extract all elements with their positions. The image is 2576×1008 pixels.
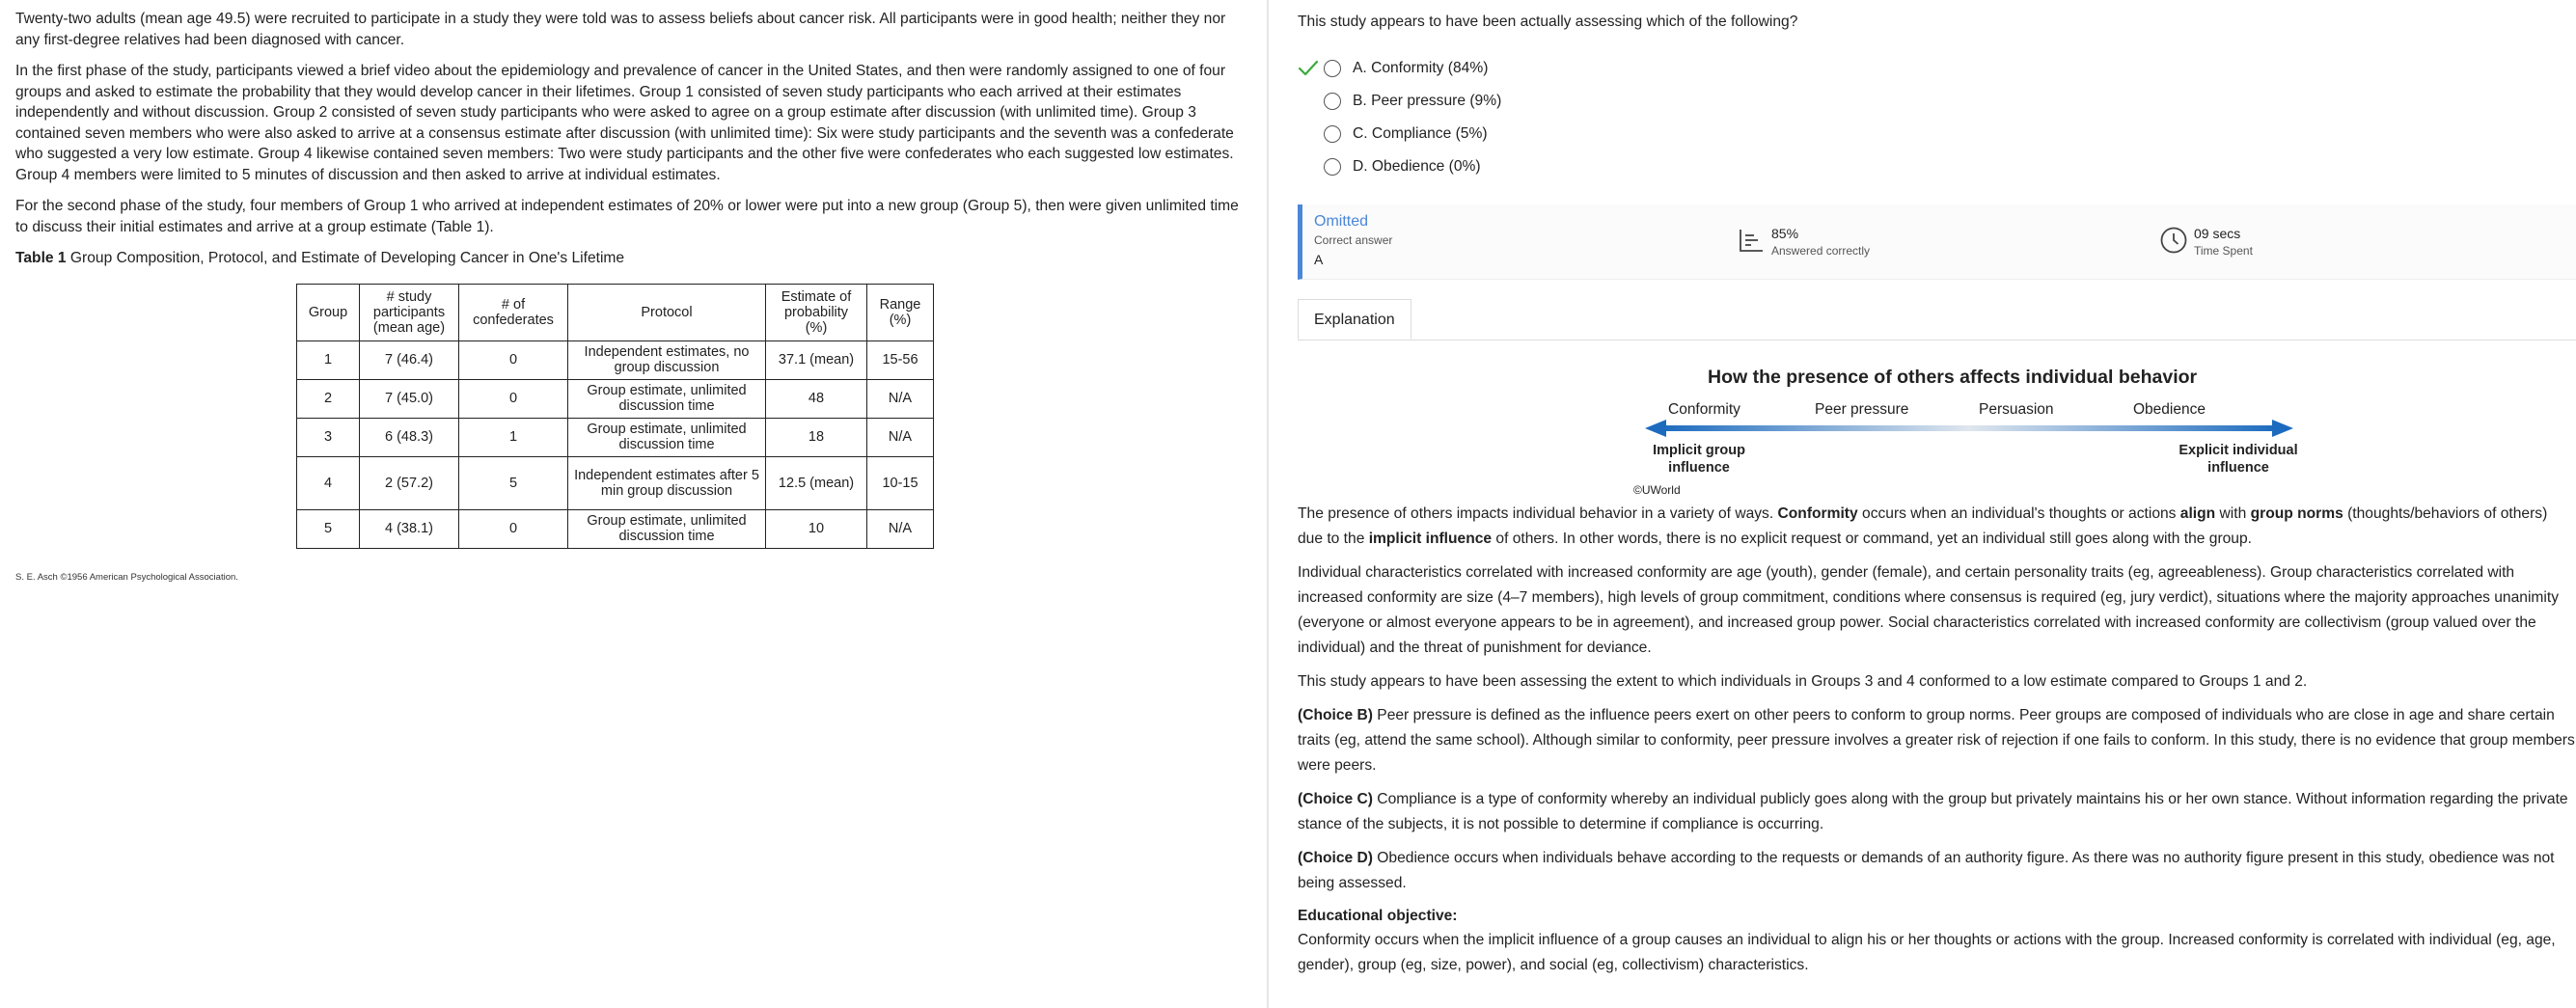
table-cell: 1 <box>297 341 360 379</box>
figure-title: How the presence of others affects individual behavior <box>1708 367 2198 388</box>
figure-right-end-label: Explicit individual influence <box>2179 443 2298 476</box>
radio-button[interactable] <box>1324 60 1341 77</box>
table-cell: Group estimate, unlimited discussion time <box>568 418 766 456</box>
explanation-paragraph-2: Individual characteristics correlated with increased conformity are age (youth), gender (female), and certain personality traits (eg, agreeableness). Group characteristics correlated with increased conformity are size (4–7 members), high levels of group commitment, conditions where consensus is required (eg, jury verdict), situations where the majority approaches unanimity (everyone or almost everyone appears to be in agreement), and increased group power. Social characteristics correlated with increased conformity are collectivism (group valued over the individual) and the threat of punishment for deviance. <box>1298 564 2559 656</box>
table-cell: 0 <box>459 509 568 548</box>
table-row <box>297 418 934 456</box>
table-cell: 7 (45.0) <box>360 379 459 418</box>
table-row <box>297 456 934 509</box>
text-run: group norms <box>2250 505 2343 522</box>
question-stem: This study appears to have been actually assessing which of the following? <box>1298 14 1798 30</box>
table-cell: N/A <box>867 418 934 456</box>
choice-label: A. Conformity (84%) <box>1353 60 1489 76</box>
table-cell: 5 <box>459 456 568 509</box>
influence-figure <box>1298 341 2576 497</box>
table-cell: 2 <box>297 379 360 418</box>
results-table <box>296 284 934 549</box>
clock-icon <box>2159 226 2188 255</box>
table-cell: 4 (38.1) <box>360 509 459 548</box>
figure-label-conformity: Conformity <box>1668 401 1740 418</box>
choice-tag: (Choice B) <box>1298 707 1373 723</box>
time-spent-value: 09 secs <box>2194 226 2241 241</box>
table-cell: 0 <box>459 341 568 379</box>
text-run: occurs when an individual's thoughts or actions <box>1857 505 2180 522</box>
table-cell: 2 (57.2) <box>360 456 459 509</box>
table-caption-number: Table 1 <box>15 250 67 266</box>
table-cell: 12.5 (mean) <box>766 456 867 509</box>
figure-label-obedience: Obedience <box>2133 401 2206 418</box>
question-pane <box>1269 0 2576 1008</box>
figure-copyright: ©UWorld <box>1633 483 1681 497</box>
omitted-status: Omitted <box>1314 213 1369 230</box>
explanation-paragraph-3: This study appears to have been assessing the extent to which individuals in Groups 3 and 4 conformed to a low estimate compared to Groups 1 and 2. <box>1298 673 2308 690</box>
text-run: Conformity <box>1777 505 1858 522</box>
educational-objective-heading: Educational objective: <box>1298 908 1458 924</box>
choice-label: B. Peer pressure (9%) <box>1353 93 1502 109</box>
table-cell: 37.1 (mean) <box>766 341 867 379</box>
table-header-cell: Range (%) <box>867 284 934 341</box>
explanation-paragraph-1 <box>1298 502 2576 552</box>
table-cell: 5 <box>297 509 360 548</box>
table-cell: 10 <box>766 509 867 548</box>
explanation-choice-b <box>1298 703 2576 778</box>
choice-b[interactable] <box>1298 85 2576 118</box>
text-run: Peer pressure is defined as the influence peers exert on other peers to conform to group norms. Peer groups are composed of individuals who are close in age and share certain traits (eg, attend the same school). Although similar to conformity, peer pressure involves a greater risk of rejection if one fails to conform. In this study, there is no evidence that group members were peers. <box>1298 707 2575 774</box>
passage-pane <box>0 0 1267 1008</box>
bar-chart-icon <box>1737 226 1766 255</box>
correct-answer-label: Correct answer <box>1314 233 1393 247</box>
table-row <box>297 341 934 379</box>
table-header-cell: # of confederates <box>459 284 568 341</box>
table-header-cell: # study participants (mean age) <box>360 284 459 341</box>
passage-paragraph-1: Twenty-two adults (mean age 49.5) were recruited to participate in a study they were told was to assess beliefs about cancer risk. All participants were in good health; neither they nor any first-degree relatives had been diagnosed with cancer. <box>15 11 1226 48</box>
text-run: The presence of others impacts individual behavior in a variety of ways. <box>1298 505 1778 522</box>
table-cell: N/A <box>867 379 934 418</box>
choice-tag: (Choice C) <box>1298 791 1373 807</box>
radio-button[interactable] <box>1324 93 1341 110</box>
table-cell: Group estimate, unlimited discussion time <box>568 379 766 418</box>
table-row <box>297 509 934 548</box>
tab-explanation[interactable]: Explanation <box>1298 299 1411 340</box>
table-credit: S. E. Asch ©1956 American Psychological Association. <box>15 571 238 583</box>
answer-choices <box>1298 52 2576 183</box>
table-cell: 4 <box>297 456 360 509</box>
choice-c[interactable] <box>1298 118 2576 150</box>
table-cell: 15-56 <box>867 341 934 379</box>
table-cell: Group estimate, unlimited discussion time <box>568 509 766 548</box>
table-header-cell: Estimate of probability (%) <box>766 284 867 341</box>
table-cell: 3 <box>297 418 360 456</box>
table-cell: 7 (46.4) <box>360 341 459 379</box>
choice-label: D. Obedience (0%) <box>1353 158 1481 175</box>
passage-paragraph-3: For the second phase of the study, four members of Group 1 who arrived at independent estimates of 20% or lower were put into a new group (Group 5), then were given unlimited time to discuss their initial estimates and arrive at a group estimate (Table 1). <box>15 198 1239 235</box>
table-cell: 6 (48.3) <box>360 418 459 456</box>
table-cell: 10-15 <box>867 456 934 509</box>
figure-label-persuasion: Persuasion <box>1979 401 2054 418</box>
table-caption <box>15 248 1251 269</box>
text-run: of others. In other words, there is no explicit request or command, yet an individual still goes along with the group. <box>1492 531 2252 547</box>
table-caption-text: Group Composition, Protocol, and Estimate of Developing Cancer in One's Lifetime <box>66 250 625 266</box>
passage-paragraph-2: In the first phase of the study, participants viewed a brief video about the epidemiology and prevalence of cancer in the United States, and then were randomly assigned to one of four groups and asked to estimate the probability that they would develop cancer in their lifetimes. Group 1 consisted of seven study participants who each arrived at their estimates independently and without discussion. Group 2 consisted of seven study participants who were asked to agree on a group estimate after discussion (with unlimited time). Group 3 contained seven members who were also asked to arrive at a consensus estimate after discussion (with unlimited time): Six were study participants and the seventh was a confederate who suggested a very low estimate. Group 4 likewise contained seven members: Two were study participants and the other five were confederates who each suggested low estimates. Group 4 members were limited to 5 minutes of discussion and then asked to arrive at individual estimates. <box>15 63 1234 183</box>
explanation-body <box>1298 502 2576 978</box>
table-cell: 1 <box>459 418 568 456</box>
answer-stats-bar <box>1298 204 2576 280</box>
educational-objective-text: Conformity occurs when the implicit influence of a group causes an individual to align his or her thoughts or actions with the group. Increased conformity is correlated with individual (eg, age, gender), group (eg, size, power), and social (eg, collectivism) characteristics. <box>1298 932 2556 973</box>
table-cell: Independent estimates after 5 min group discussion <box>568 456 766 509</box>
text-run: implicit influence <box>1368 531 1493 547</box>
figure-label-peer-pressure: Peer pressure <box>1815 401 1909 418</box>
tab-bar <box>1298 299 2576 341</box>
explanation-choice-c <box>1298 787 2576 837</box>
text-run: (thoughts/behaviors of others) due to the <box>1298 505 2548 547</box>
correct-check-icon <box>1298 59 1319 78</box>
table-row <box>297 379 934 418</box>
text-run: Obedience occurs when individuals behave according to the requests or demands of an authority figure. As there was no authority figure present in this study, obedience was not being assessed. <box>1298 850 2555 891</box>
text-run: with <box>2215 505 2251 522</box>
text-run: Compliance is a type of conformity whereby an individual publicly goes along with the group but privately maintains his or her own stance. Without information regarding the private stance of the subjects, it is not possible to determine if compliance is occurring. <box>1298 791 2568 832</box>
table-cell: 18 <box>766 418 867 456</box>
choice-a[interactable] <box>1298 52 2576 85</box>
radio-button[interactable] <box>1324 158 1341 176</box>
double-arrow-graphic <box>1645 418 2293 439</box>
percent-correct-label: Answered correctly <box>1771 244 1871 258</box>
percent-correct-value: 85% <box>1771 226 1799 241</box>
time-spent-label: Time Spent <box>2194 244 2253 258</box>
choice-d[interactable] <box>1298 150 2576 183</box>
table-cell: Independent estimates, no group discussion <box>568 341 766 379</box>
table-cell: 48 <box>766 379 867 418</box>
choice-label: C. Compliance (5%) <box>1353 125 1488 142</box>
choice-tag: (Choice D) <box>1298 850 1373 866</box>
correct-answer-value: A <box>1314 252 1324 267</box>
table-cell: N/A <box>867 509 934 548</box>
table-header-cell: Protocol <box>568 284 766 341</box>
explanation-choice-d <box>1298 846 2576 896</box>
table-header-cell: Group <box>297 284 360 341</box>
percent-correct-stat <box>1737 226 1870 258</box>
figure-left-end-label: Implicit group influence <box>1653 443 1745 476</box>
answer-status <box>1314 213 1392 267</box>
table-header-row <box>297 284 934 341</box>
table-cell: 0 <box>459 379 568 418</box>
time-spent-stat <box>2159 226 2253 258</box>
radio-button[interactable] <box>1324 125 1341 143</box>
text-run: align <box>2179 505 2216 522</box>
